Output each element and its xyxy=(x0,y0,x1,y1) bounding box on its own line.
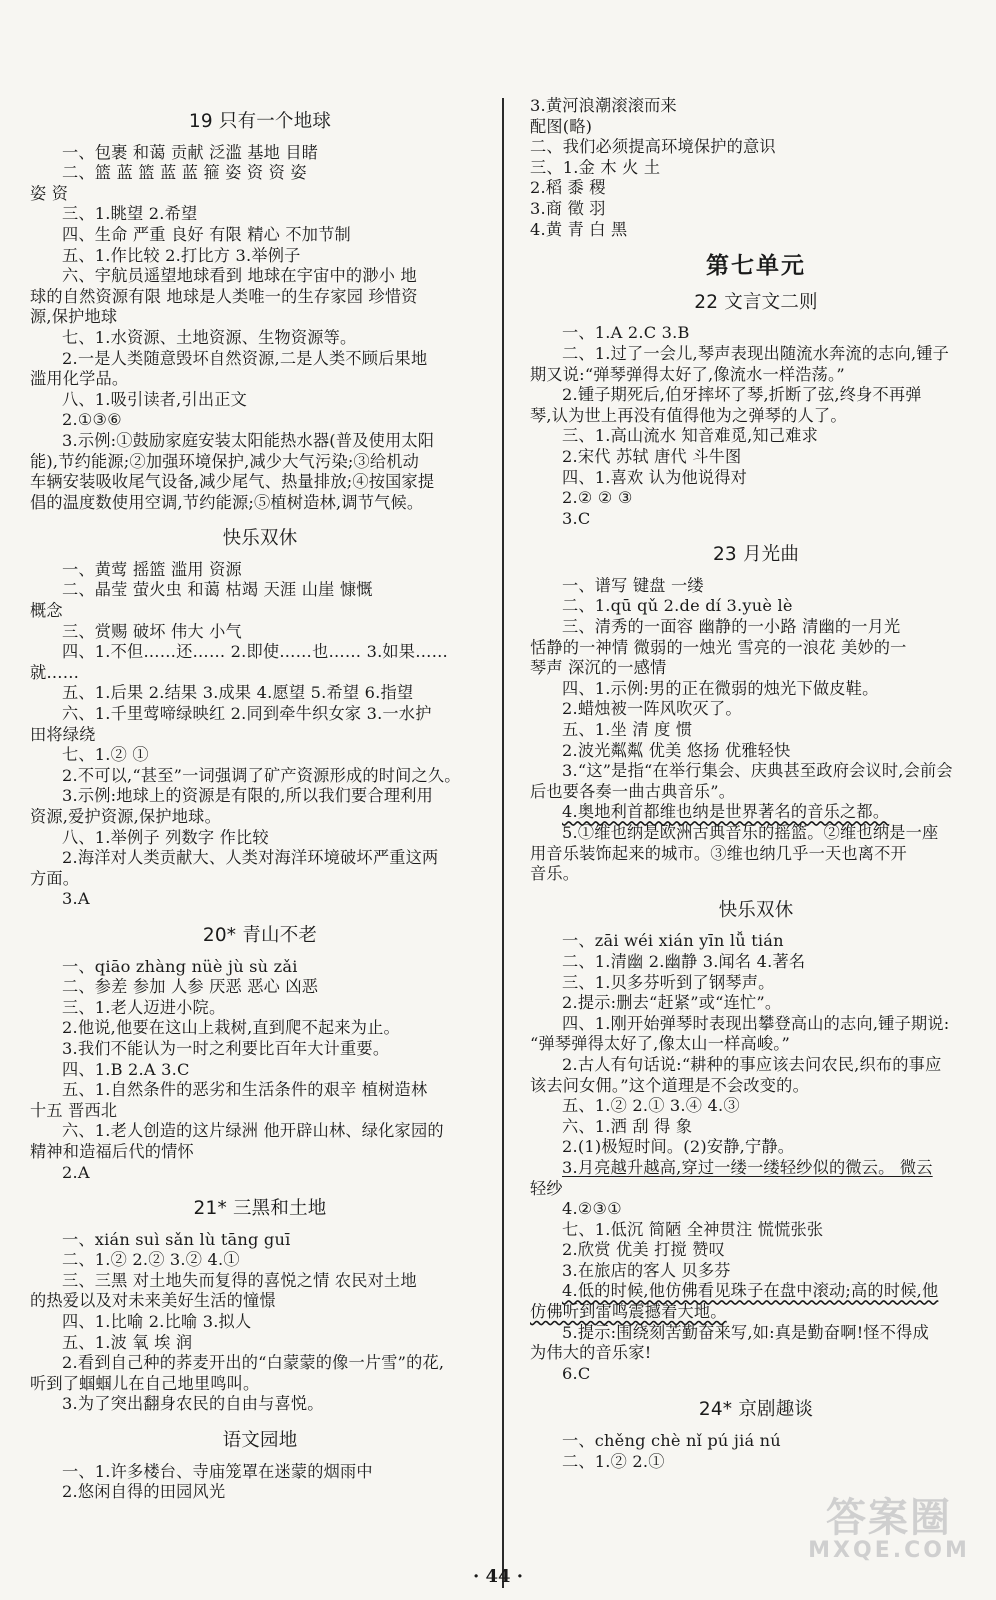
answer-line xyxy=(30,725,490,746)
line-text: 2.悠闲自得的田园风光 xyxy=(62,1482,226,1502)
answer-line xyxy=(30,163,490,184)
answer-line xyxy=(530,931,982,952)
line-text: 3.“这”是指“在举行集会、庆典甚至政府会议时,会前会 xyxy=(562,761,953,781)
line-text: 四、1.比喻 2.比喻 3.拟人 xyxy=(62,1312,252,1332)
answer-line xyxy=(30,225,490,246)
answer-line xyxy=(530,617,982,638)
line-text: 二、1.qū qǔ 2.de dí 3.yuè lè xyxy=(562,596,793,616)
line-text: 2.①③⑥ xyxy=(62,410,122,430)
line-text: 快乐双休 xyxy=(222,528,298,550)
answer-line xyxy=(530,596,982,617)
answer-line xyxy=(530,973,982,994)
line-text: 2.② ② ③ xyxy=(562,488,633,508)
answer-line xyxy=(530,1261,982,1282)
line-text: 一、1.许多楼台、寺庙笼罩在迷蒙的烟雨中 xyxy=(62,1461,373,1481)
answer-line xyxy=(530,1364,982,1385)
line-text: 一、谱写 键盘 一缕 xyxy=(562,575,704,595)
answer-line xyxy=(30,1394,490,1415)
answer-line xyxy=(30,642,490,663)
answer-line xyxy=(30,246,490,267)
line-text: 田将绿绕 xyxy=(30,724,96,744)
answer-line xyxy=(530,823,982,844)
answer-line xyxy=(30,204,490,225)
line-text: 2.看到自己种的荞麦开出的“白蒙蒙的像一片雪”的花, xyxy=(62,1353,445,1373)
line-text: 八、1.吸引读者,引出正文 xyxy=(62,389,248,409)
line-text: 三、1.老人迈进小院。 xyxy=(62,997,226,1017)
line-text: 19 只有一个地球 xyxy=(188,111,332,132)
line-text: 三、赏赐 破坏 伟大 小气 xyxy=(62,621,242,641)
line-text: 2.不可以,“甚至”一词强调了矿产资源形成的时间之久。 xyxy=(62,765,461,785)
line-text: 用音乐装饰起来的城市。③维也纳几乎一天也离不开 xyxy=(530,843,907,863)
line-text: 3.商 徵 羽 xyxy=(530,198,606,218)
answer-line xyxy=(30,266,490,287)
answer-line xyxy=(30,1101,490,1122)
line-text: 2.海洋对人类贡献大、人类对海洋环境破坏严重这两 xyxy=(62,848,439,868)
answer-line xyxy=(30,328,490,349)
answer-line xyxy=(30,1312,490,1333)
line-text: 琴,认为世上再没有值得他为之弹琴的人了。 xyxy=(530,405,847,425)
answer-line xyxy=(30,977,490,998)
line-text: 倡的温度数使用空调,节约能源;⑤植树造林,调节气候。 xyxy=(30,492,424,512)
line-text: 2.A xyxy=(62,1162,90,1182)
line-text: 4.奥地利首都维也纳是世界著名的音乐之都。 xyxy=(562,802,890,822)
answer-line xyxy=(30,704,490,725)
answer-line xyxy=(530,844,982,865)
line-text: 三、1.眺望 2.希望 xyxy=(62,204,198,224)
watermark-small: MXQE.COM xyxy=(808,1538,970,1563)
answer-line xyxy=(530,447,982,468)
section-heading xyxy=(530,1400,982,1421)
answer-line xyxy=(30,1333,490,1354)
answer-line xyxy=(530,158,982,179)
line-text: 音乐。 xyxy=(530,864,580,884)
line-text: 五、1.作比较 2.打比方 3.举例子 xyxy=(62,245,301,265)
line-text: 3.我们不能认为一时之利要比百年大计重要。 xyxy=(62,1038,390,1058)
line-text: 24* 京剧趣谈 xyxy=(698,1399,814,1421)
answer-line xyxy=(530,96,982,117)
answer-line xyxy=(530,1055,982,1076)
section-heading xyxy=(30,529,490,550)
answer-line xyxy=(530,426,982,447)
answer-line xyxy=(30,143,490,164)
answer-line xyxy=(30,807,490,828)
answer-line xyxy=(30,998,490,1019)
line-text: 四、1.刚开始弹琴时表现出攀登高山的志向,锺子期说: xyxy=(562,1013,950,1033)
line-text: 六、1.老人创造的这片绿洲 他开辟山林、绿化家园的 xyxy=(62,1121,444,1141)
answer-line xyxy=(530,1117,982,1138)
section-heading xyxy=(530,545,982,566)
answer-line xyxy=(530,406,982,427)
line-text: 四、生命 严重 良好 有限 精心 不加节制 xyxy=(62,224,351,244)
line-text: 姿 资 xyxy=(30,183,69,203)
line-text: 2.古人有句话说:“耕种的事应该去问农民,织布的事应 xyxy=(562,1054,942,1074)
line-text: 3.A xyxy=(62,889,90,909)
answer-line xyxy=(30,1163,490,1184)
line-text: 3.C xyxy=(562,508,591,528)
line-text: 十五 晋西北 xyxy=(30,1100,118,1120)
line-text: 四、1.B 2.A 3.C xyxy=(62,1059,190,1079)
line-text: 一、xián suì sǎn lù tāng guī xyxy=(62,1229,291,1249)
watermark-big: 答案圈 xyxy=(826,1495,952,1541)
answer-line xyxy=(30,848,490,869)
answer-line xyxy=(30,683,490,704)
answer-line xyxy=(530,509,982,530)
line-text: 轻纱 xyxy=(530,1178,563,1198)
line-text: 能),节约能源;②加强环境保护,减少大气污染;③给机动 xyxy=(30,451,420,471)
line-text: 方面。 xyxy=(30,868,80,888)
line-text: 五、1.自然条件的恶劣和生活条件的艰辛 植树造林 xyxy=(62,1080,428,1100)
section-heading xyxy=(30,1199,490,1220)
line-text: 2.波光粼粼 优美 悠扬 优雅轻快 xyxy=(562,740,791,760)
line-text: 后也要各奏一曲古典音乐”。 xyxy=(530,781,736,801)
answer-line xyxy=(30,663,490,684)
line-text: 3.在旅店的客人 贝多芬 xyxy=(562,1260,731,1280)
answer-line xyxy=(530,385,982,406)
line-text: 期又说:“弹琴弹得太好了,像流水一样浩荡。” xyxy=(530,364,845,384)
line-text: 三、1.金 木 火 土 xyxy=(530,157,661,177)
line-text: 4.黄 青 白 黑 xyxy=(530,219,628,239)
line-text: 七、1.低沉 简陋 全神贯注 慌慌张张 xyxy=(562,1219,824,1239)
answer-line xyxy=(530,1034,982,1055)
line-text: 21* 三黑和土地 xyxy=(193,1198,327,1220)
answer-line xyxy=(530,488,982,509)
answer-line xyxy=(530,1302,982,1323)
line-text: 八、1.举例子 列数字 作比较 xyxy=(62,827,269,847)
line-text: 第七单元 xyxy=(706,252,806,280)
answer-line xyxy=(30,1060,490,1081)
answer-line xyxy=(530,638,982,659)
answer-line xyxy=(530,1452,982,1473)
answer-line xyxy=(30,1462,490,1483)
answer-line xyxy=(30,1271,490,1292)
answer-line xyxy=(30,889,490,910)
answer-line xyxy=(530,365,982,386)
line-text: 七、1.② ① xyxy=(62,745,149,765)
line-text: 琴声 深沉的一感情 xyxy=(530,658,667,678)
line-text: 的热爱以及对未来美好生活的憧憬 xyxy=(30,1291,276,1311)
answer-line xyxy=(530,1323,982,1344)
answer-line xyxy=(30,410,490,431)
line-text: 精神和造福后代的情怀 xyxy=(30,1141,194,1161)
unit-heading xyxy=(530,252,982,280)
line-text: 4.②③① xyxy=(562,1199,622,1219)
answer-line xyxy=(30,1142,490,1163)
watermark-logo xyxy=(804,1495,974,1570)
line-text: 概念 xyxy=(30,601,63,621)
section-heading xyxy=(530,293,982,314)
answer-line xyxy=(530,178,982,199)
answer-line xyxy=(30,560,490,581)
answer-line xyxy=(530,1220,982,1241)
answer-line xyxy=(30,493,490,514)
line-text: 三、1.高山流水 知音难觅,知己难求 xyxy=(562,426,818,446)
line-text: 二、1.② 2.① xyxy=(562,1451,665,1471)
line-text: 滥用化学品。 xyxy=(30,369,129,389)
right-column xyxy=(530,96,982,1472)
line-text: 就…… xyxy=(30,662,80,682)
line-text: 听到了蝈蝈儿在自己地里鸣叫。 xyxy=(30,1373,260,1393)
answer-line xyxy=(530,993,982,1014)
line-text: 资源,爱护资源,保护地球。 xyxy=(30,807,221,826)
line-text: 2.稻 黍 稷 xyxy=(530,178,606,198)
answer-line xyxy=(30,580,490,601)
line-text: 三、三黑 对土地失而复得的喜悦之情 农民对土地 xyxy=(62,1270,417,1290)
answer-line xyxy=(530,1431,982,1452)
line-text: 三、清秀的一面容 幽静的一小路 清幽的一月光 xyxy=(562,617,901,637)
line-text: 五、1.后果 2.结果 3.成果 4.愿望 5.希望 6.指望 xyxy=(62,683,414,703)
answer-line xyxy=(30,828,490,849)
line-text: 2.一是人类随意毁坏自然资源,二是人类不顾后果地 xyxy=(62,348,428,368)
answer-line xyxy=(30,369,490,390)
answer-line xyxy=(530,1199,982,1220)
line-text: 源,保护地球 xyxy=(30,307,118,327)
line-text: 四、1.示例:男的正在微弱的烛光下做皮鞋。 xyxy=(562,678,879,698)
left-column xyxy=(30,96,490,1503)
answer-line xyxy=(530,699,982,720)
answer-line xyxy=(30,869,490,890)
line-text: 四、1.喜欢 认为他说得对 xyxy=(562,467,748,487)
section-heading xyxy=(530,901,982,922)
answer-line xyxy=(530,1179,982,1200)
line-text: 3.示例:①鼓励家庭安装太阳能热水器(普及使用太阳 xyxy=(62,430,435,450)
line-text: 一、chěng chè nǐ pú jiá nú xyxy=(562,1431,781,1451)
line-text: 3.黄河浪潮滚滚而来 xyxy=(530,96,677,115)
line-text: 20* 青山不老 xyxy=(202,924,318,946)
answer-line xyxy=(530,576,982,597)
answer-line xyxy=(530,1158,982,1179)
section-heading xyxy=(30,926,490,947)
line-text: 恬静的一神情 微弱的一烛光 雪亮的一浪花 美妙的一 xyxy=(530,637,907,657)
line-text: 6.C xyxy=(562,1363,591,1383)
answer-line xyxy=(530,344,982,365)
line-text: 二、篮 蓝 篮 蓝 蓝 箍 姿 资 资 姿 xyxy=(62,163,307,183)
answer-line xyxy=(530,658,982,679)
answer-line xyxy=(30,472,490,493)
line-text: 五、1.② 2.① 3.④ 4.③ xyxy=(562,1096,740,1116)
line-text: 仿佛听到雷鸣震撼着大地。 xyxy=(530,1302,727,1322)
answer-line xyxy=(30,957,490,978)
line-text: 三、1.贝多芬听到了钢琴声。 xyxy=(562,972,775,992)
line-text: 五、1.坐 清 度 惯 xyxy=(562,720,693,740)
answer-line xyxy=(30,307,490,328)
line-text: 六、1.洒 刮 得 象 xyxy=(562,1116,693,1136)
line-text: 3.为了突出翻身农民的自由与喜悦。 xyxy=(62,1394,324,1414)
line-text: 二、我们必须提高环境保护的意识 xyxy=(530,137,776,157)
line-text: 该去问女佣。”这个道理是不会改变的。 xyxy=(530,1075,809,1095)
section-heading xyxy=(30,112,490,133)
page-number: · 44 · xyxy=(472,1566,524,1587)
line-text: “弹琴弹得太好了,像太山一样高峻。” xyxy=(530,1034,791,1054)
answer-line xyxy=(530,679,982,700)
line-text: 球的自然资源有限 地球是人类唯一的生存家园 珍惜资 xyxy=(30,286,418,306)
line-text: 2.他说,他要在这山上栽树,直到爬不起来为止。 xyxy=(62,1018,400,1038)
answer-line xyxy=(530,220,982,241)
answer-line xyxy=(530,323,982,344)
column-divider xyxy=(502,98,504,1588)
line-text: 5.提示:围绕刻苦勤奋来写,如:真是勤奋啊!怪不得成 xyxy=(562,1322,929,1342)
answer-line xyxy=(30,1230,490,1251)
line-text: 二、1.过了一会儿,琴声表现出随流水奔流的志向,锺子 xyxy=(562,343,950,363)
line-text: 二、1.清幽 2.幽静 3.闻名 4.著名 xyxy=(562,951,806,971)
line-text: 六、1.千里莺啼绿映红 2.同到牵牛织女家 3.一水护 xyxy=(62,704,432,724)
line-text: 2.锺子期死后,伯牙摔坏了琴,折断了弦,终身不再弹 xyxy=(562,385,922,405)
line-text: 23 月光曲 xyxy=(712,544,800,566)
answer-line xyxy=(30,1121,490,1142)
line-text: 车辆安装吸收尾气设备,减少尾气、热量排放;④按国家提 xyxy=(30,472,435,492)
answer-line xyxy=(530,1096,982,1117)
line-text: 二、1.② 2.② 3.② 4.① xyxy=(62,1250,240,1270)
answer-line xyxy=(30,745,490,766)
line-text: 3.月亮越升越高,穿过一缕一缕轻纱似的微云。 微云 xyxy=(562,1157,933,1177)
line-text: 2.提示:删去“赶紧”或“连忙”。 xyxy=(562,993,782,1013)
line-text: 二、晶莹 萤火虫 和蔼 枯竭 天涯 山崖 慷慨 xyxy=(62,580,373,600)
answer-line xyxy=(30,349,490,370)
answer-line xyxy=(30,622,490,643)
line-text: 2.欣赏 优美 打搅 赞叹 xyxy=(562,1240,725,1260)
line-text: 一、1.A 2.C 3.B xyxy=(562,323,690,343)
line-text: 2.宋代 苏轼 唐代 斗牛图 xyxy=(562,446,742,466)
line-text: 2.蜡烛被一阵风吹灭了。 xyxy=(562,699,742,719)
answer-line xyxy=(30,1250,490,1271)
line-text: 3.示例:地球上的资源是有限的,所以我们要合理利用 xyxy=(62,786,433,806)
answer-line xyxy=(530,1137,982,1158)
line-text: 配图(略) xyxy=(530,116,593,136)
answer-line xyxy=(530,761,982,782)
line-text: 一、qiāo zhàng nüè jù sù zǎi xyxy=(62,956,298,976)
answer-line xyxy=(30,1353,490,1374)
answer-line xyxy=(530,468,982,489)
answer-line xyxy=(530,864,982,885)
line-text: 5.①维也纳是欧洲古典音乐的摇篮。②维也纳是一座 xyxy=(562,823,939,842)
answer-line xyxy=(30,766,490,787)
line-text: 七、1.水资源、土地资源、生物资源等。 xyxy=(62,327,357,347)
answer-line xyxy=(530,952,982,973)
line-text: 六、宇航员遥望地球看到 地球在宇宙中的渺小 地 xyxy=(62,266,417,286)
answer-line xyxy=(30,452,490,473)
line-text: 一、zāi wéi xián yīn lǚ tián xyxy=(562,931,784,951)
answer-line xyxy=(30,1039,490,1060)
answer-line xyxy=(30,1018,490,1039)
answer-line xyxy=(530,720,982,741)
answer-line xyxy=(30,1291,490,1312)
line-text: 22 文言文二则 xyxy=(694,291,818,313)
answer-line xyxy=(30,1482,490,1503)
line-text: 五、1.波 氧 埃 润 xyxy=(62,1332,193,1352)
section-heading xyxy=(30,1431,490,1452)
answer-line xyxy=(530,199,982,220)
answer-line xyxy=(30,786,490,807)
answer-line xyxy=(30,601,490,622)
answer-line xyxy=(530,117,982,138)
answer-line xyxy=(530,1014,982,1035)
line-text: 快乐双休 xyxy=(718,899,794,921)
line-text: 为伟大的音乐家! xyxy=(530,1343,652,1363)
answer-line xyxy=(530,741,982,762)
answer-line xyxy=(530,1281,982,1302)
line-text: 一、包裹 和蔼 贡献 泛滥 基地 目睹 xyxy=(62,142,319,162)
answer-line xyxy=(530,782,982,803)
answer-line xyxy=(530,1076,982,1097)
line-text: 二、参差 参加 人参 厌恶 恶心 凶恶 xyxy=(62,977,319,997)
line-text: 2.(1)极短时间。(2)安静,宁静。 xyxy=(562,1137,795,1157)
answer-line xyxy=(530,137,982,158)
answer-line xyxy=(30,1080,490,1101)
answer-line xyxy=(530,1343,982,1364)
answer-line xyxy=(30,390,490,411)
answer-line xyxy=(530,1240,982,1261)
answer-line xyxy=(30,287,490,308)
answer-line xyxy=(530,802,982,823)
answer-line xyxy=(30,431,490,452)
answer-line xyxy=(30,184,490,205)
answer-line xyxy=(30,1374,490,1395)
line-text: 四、1.不但……还…… 2.即使……也…… 3.如果…… xyxy=(62,642,448,662)
line-text: 一、黄莺 摇篮 滥用 资源 xyxy=(62,559,242,579)
line-text: 4.低的时候,他仿佛看见珠子在盘中滚动;高的时候,他 xyxy=(562,1281,939,1301)
line-text: 语文园地 xyxy=(222,1430,298,1452)
